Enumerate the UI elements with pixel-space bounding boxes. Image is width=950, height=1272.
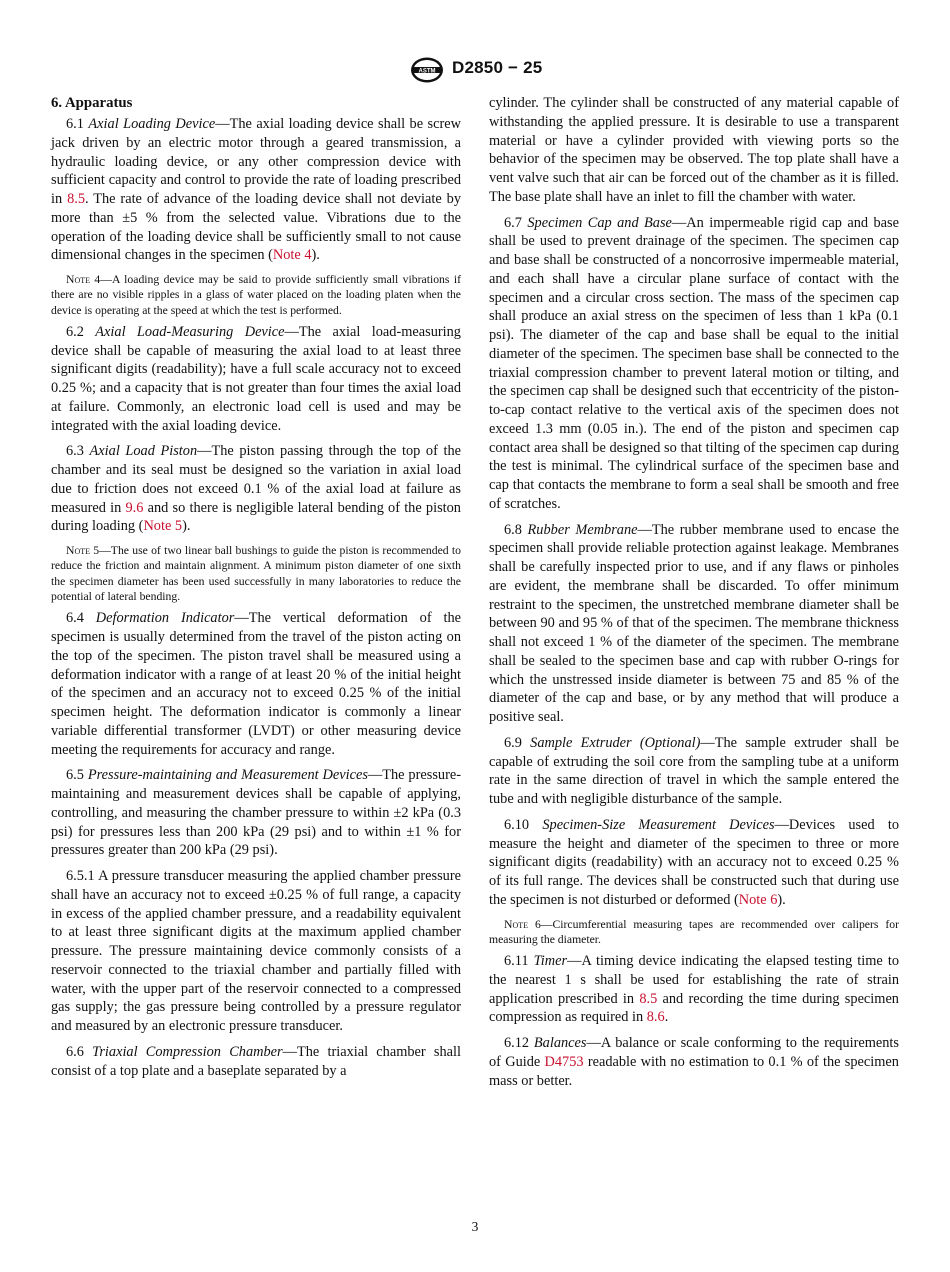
right-column [489, 94, 899, 1097]
astm-logo-icon [409, 56, 445, 84]
paragraph-6-10: 6.10 Specimen-Size Measurement Devices—Devices used to measure the height and diameter of the specimen to three or more significant digits (readability) with an accuracy not to exceed 0.25 % of its full range. The devices shall be constructed such that during use the specimen is not disturbed or deformed (Note 6). [489, 816, 899, 908]
note-link[interactable]: Note 4 [272, 247, 312, 264]
note-link[interactable]: Note 6 [738, 891, 778, 908]
paragraph-6-1: 6.1 Axial Loading Device—The axial loading device shall be screw jack driven by an electric motor through a geared transmission, a hydraulic loading device, or any other compression device with sufficient capacity and control to provide the rate of loading prescribed in 8.5. The rate of advance of the loading device shall not deviate by more than ±5 % from the selected value. Vibrations due to the operation of the loading device shall be sufficiently small to not cause dimensional changes in the specimen (Note 4). [51, 116, 461, 264]
ref-link[interactable]: 8.5 [67, 191, 85, 207]
paragraph-6-12: 6.12 Balances—A balance or scale conforming to the requirements of Guide D4753 readable with no estimation to 0.1 % of the specimen mass or better. [489, 1035, 899, 1089]
section-heading: 6. Apparatus [51, 95, 133, 111]
note-link[interactable]: Note 5 [143, 518, 183, 535]
svg-text:ASTM: ASTM [418, 68, 436, 75]
paragraph-6-5-1: 6.5.1 A pressure transducer measuring the applied chamber pressure shall have an accuracy not to exceed ±0.25 % of full range, a capacity in excess of the applied chamber pressure, and a readability equivalent to at least three significant digits at the maximum applied chamber pressure. The pressure maintaining device commonly consists of a reservoir connected to the triaxial chamber and partially filled with water, with the upper part of the reservoir connected to a compressed gas supply; the gas pressure being controlled by a pressure regulator and measured by an electronic pressure transducer. [51, 868, 461, 1035]
paragraph-6-2: 6.2 Axial Load-Measuring Device—The axial load-measuring device shall be capable of measuring the axial load to at least three significant digits (readability); have a full scale accuracy not to exceed 0.25 %; and a capacity that is not greater than four times the axial load at failure. Commonly, an electronic load cell is used and may be integrated with the axial loading device. [51, 323, 461, 434]
note-4: Note 4—A loading device may be said to provide sufficiently small vibrations if there are no visible ripples in a glass of water placed on the loading platen when the device is operating at the speed at which the test is performed. [51, 273, 461, 317]
ref-link[interactable]: 8.6 [646, 1009, 665, 1026]
paragraph-6-5: 6.5 Pressure-maintaining and Measurement Devices—The pressure-maintaining and measurement devices shall be capable of applying, controlling, and measuring the chamber pressure to within ±2 kPa (0.3 psi) for pressures less than 200 kPa (29 psi) and to within ±1 % for pressures greater than 200 kPa (29 psi). [51, 767, 461, 859]
paragraph-6-4: 6.4 Deformation Indicator—The vertical deformation of the specimen is usually determined from the travel of the piston acting on the top of the specimen. The piston travel shall be measured using a deformation indicator with a range of at least 20 % of the initial height of the specimen and an accuracy not to exceed 0.25 % of the initial specimen height. The deformation indicator is commonly a linear variable differential transformer (LVDT) or other measuring device meeting the requirements for accuracy and range. [51, 610, 461, 758]
paragraph-6-3: 6.3 Axial Load Piston—The piston passing through the top of the chamber and its seal must be designed so the variation in axial load due to friction does not exceed 0.1 % of the axial load at failure as measured in 9.6 and so there is negligible lateral bending of the piston during loading (Note 5). [51, 443, 461, 535]
note-5: Note 5—The use of two linear ball bushings to guide the piston is recommended to reduce the friction and maintain alignment. A minimum piston diameter of one sixth the specimen diameter has been used successfully in many laboratories to reduce the potential of lateral bending. [51, 544, 461, 604]
paragraph-6-9: 6.9 Sample Extruder (Optional)—The sample extruder shall be capable of extruding the soil core from the sampling tube at a uniform rate in the same direction of travel in which the sample entered the tube and with negligible disturbance of the sample. [489, 734, 899, 807]
ref-link[interactable]: 8.5 [639, 990, 658, 1007]
note-6: Note 6—Circumferential measuring tapes are recommended over calipers for measuring the diameter. [489, 917, 899, 946]
paragraph-6-7: 6.7 Specimen Cap and Base—An impermeable rigid cap and base shall be used to prevent drainage of the specimen. The specimen cap and base shall be constructed of a noncorrosive impermeable material, and each shall have a circular plane surface of contact with the specimen and a circular cross section. The mass of the specimen cap shall produce an axial stress on the specimen of less than 1 kPa (0.1 psi). The diameter of the cap and base shall be equal to the initial diameter of the specimen. The specimen base shall be connected to the triaxial compression chamber to prevent lateral motion or tilting, and the specimen cap shall be designed such that eccentricity of the piston-to-cap contact relative to the vertical axis of the specimen does not exceed 1.3 mm (0.05 in.). The end of the piston and specimen cap contact area shall be designed so that tilting of the specimen cap during the test is minimal. The cylindrical surface of the specimen base and cap that contacts the membrane to form a seal shall be smooth and free of scratches. [489, 214, 899, 512]
left-column [51, 94, 461, 1087]
paragraph-6-6: 6.6 Triaxial Compression Chamber—The triaxial chamber shall consist of a top plate and a baseplate separated by a [51, 1043, 461, 1079]
page-number: 3 [471, 1219, 479, 1234]
paragraph-6-8: 6.8 Rubber Membrane—The rubber membrane used to encase the specimen shall provide reliable protection against leakage. Membranes shall be carefully inspected prior to use, and if any flaws or pinholes are evident, the membrane shall be discarded. To offer minimum restraint to the specimen, the unstretched membrane diameter shall be between 90 and 95 % of that of the specimen. The membrane thickness shall not exceed 1 % of the diameter of the specimen. The membrane shall be sealed to the specimen base and cap with rubber O-rings for which the unstressed inside diameter is between 75 and 85 % of the diameter of the cap and base, or by any method that will produce a positive seal. [489, 521, 899, 725]
ref-link[interactable]: 9.6 [125, 499, 144, 516]
document-id: D2850 − 25 [452, 58, 543, 77]
paragraph-6-6-continued: cylinder. The cylinder shall be constructed of any material capable of withstanding the applied pressure. It is desirable to use a transparent material or have a cylinder provided with viewing ports so the behavior of the specimen may be observed. The top plate shall have a vent valve such that air can be forced out of the chamber as it is filled. The base plate shall have an inlet to fill the chamber with water. [489, 95, 899, 205]
paragraph-6-11: 6.11 Timer—A timing device indicating the elapsed testing time to the nearest 1 s shall be used for establishing the rate of strain application prescribed in 8.5 and recording the time during specimen compression as required in 8.6. [489, 953, 899, 1026]
standard-link[interactable]: D4753 [544, 1053, 584, 1070]
page-header [0, 56, 950, 84]
